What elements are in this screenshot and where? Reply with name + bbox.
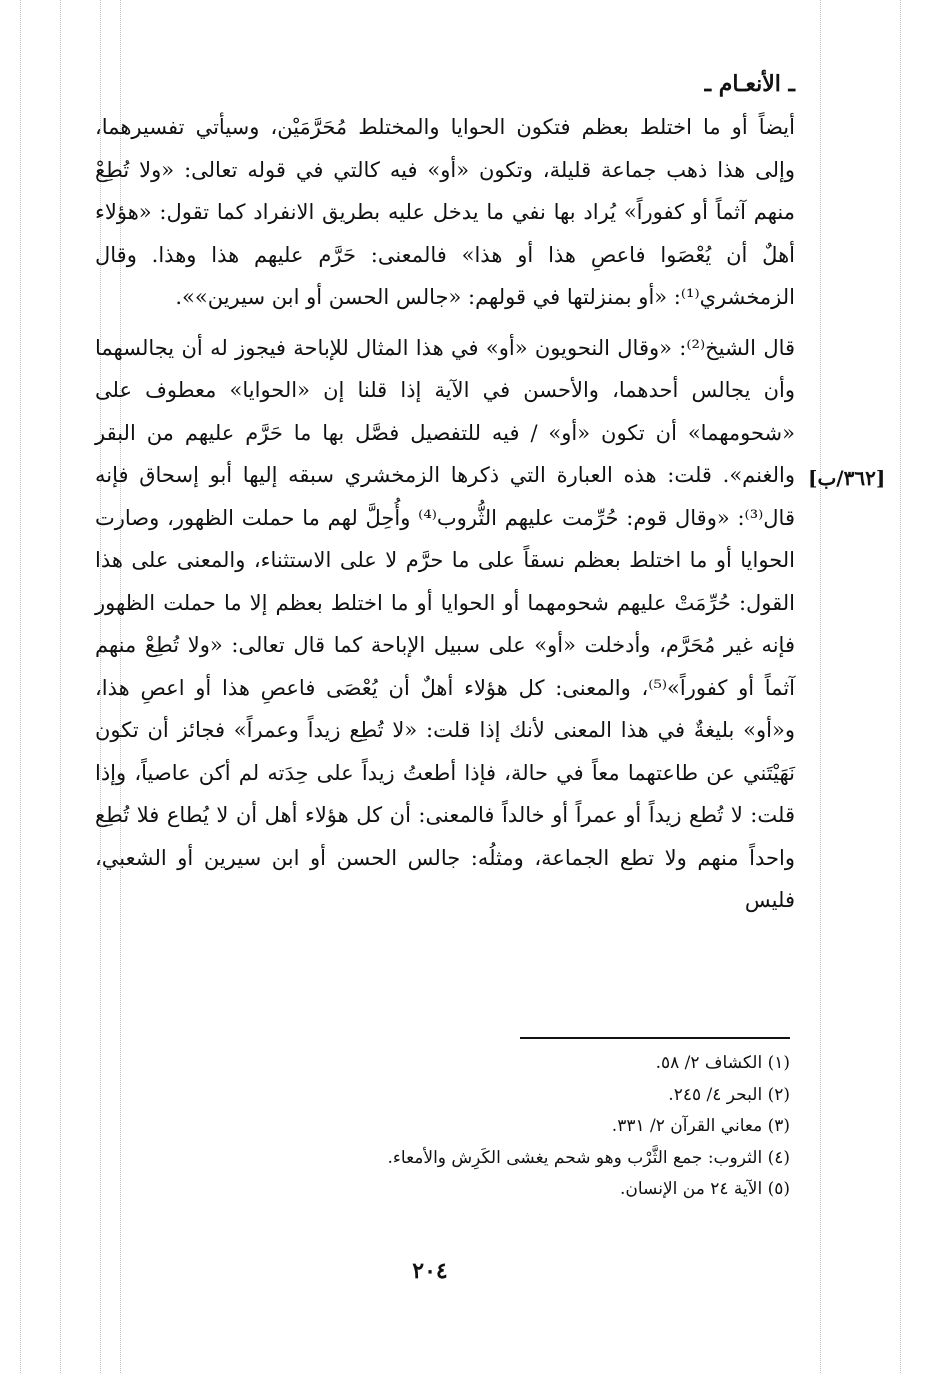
footnotes-list (250, 1048, 790, 1206)
footnote-item: (٥) الآية ٢٤ من الإنسان. (619, 1179, 790, 1199)
scan-guide-line (20, 0, 21, 1373)
body-paragraph-1: أيضاً أو ما اختلط بعظم فتكون الحوايا والمختلط مُحَرَّمَيْن، وسيأتي تفسيرهما، وإلى هذا ذهب جماعة قليلة، وتكون «أو» فيه كالتي في قوله تعالى: «ولا تُطِعْ منهم آثماً أو كفوراً» يُراد بها نفي ما يدخل عليه بطريق الانفراد كما تقول: «هؤلاء أهلٌ أن يُعْصَوا فاعصِ هذا أو هذا» فالمعنى: حَرَّم عليهم هذا وهذا. وقال الزمخشري⁽¹⁾: «أو بمنزلتها في قولهم: «جالس الحسن أو ابن سيرين»». (95, 115, 795, 309)
footnote-item: (١) الكشاف ٢/ ٥٨. (655, 1053, 790, 1073)
running-head: ـ الأنعـام ـ (704, 71, 795, 97)
footnote-item: (٢) البحر ٤/ ٢٤٥. (668, 1084, 790, 1105)
document-page (95, 64, 795, 922)
scan-guide-line (900, 0, 901, 1373)
body-paragraph-2: قال الشيخ⁽²⁾: «وقال النحويون «أو» في هذا المثال للإباحة فيجوز له أن يجالسهما وأن يجالس أحدهما، والأحسن في الآية إذا قلنا إن «الحوايا» معطوف على «شحومهما» أن تكون «أو» / فيه للتفصيل فصَّل بها ما حَرَّم عليهم من البقر والغنم». قلت: هذه العبارة التي ذكرها الزمخشري سبقه إليها أبو إسحاق فإنه قال⁽³⁾: «وقال قوم: حُرِّمت عليهم الثُّروب⁽⁴⁾ وأُحِلَّ لهم ما حملت الظهور، وصارت الحوايا أو ما اختلط بعظم نسقاً على ما حرَّم لا على الاستثناء، والمعنى على هذا القول: حُرِّمَتْ عليهم شحومهما أو الحوايا أو ما اختلط بعظم إلا ما حملت الظهور فإنه غير مُحَرَّم، وأدخلت «أو» على سبيل الإباحة كما قال تعالى: «ولا تُطِعْ منهم آثماً أو كفوراً»⁽⁵⁾، والمعنى: كل هؤلاء أهلٌ أن يُعْصَى فاعصِ هذا أو اعصِ هذا، و«أو» بليغةٌ في هذا المعنى لأنك إذا قلت: «لا تُطِع زيداً وعمراً» فجائز أن تكون نَهَيْتَني عن طاعتهما معاً في حالة، فإذا أطعتُ زيداً على حِدَته لم أكن عاصياً، وإذا قلت: لا تُطع زيداً أو عمراً أو خالداً فالمعنى: أن كل هؤلاء أهل أن لا يُطاع فلا تُطِع واحداً منهم ولا تطع الجماعة، ومثلُه: جالس الحسن أو ابن سيرين أو الشعبي، فليس (95, 335, 796, 912)
scan-guide-line (60, 0, 61, 1373)
page-number: ٢٠٤ (412, 1258, 448, 1284)
scan-guide-line (820, 0, 821, 1373)
footnote-separator (520, 1037, 790, 1039)
footnote-item: (٤) الثروب: جمع الثَّرْب وهو شحم يغشى الكَرِش والأمعاء. (387, 1147, 790, 1168)
manuscript-folio-reference: [٣٦٢/ب] (808, 466, 886, 490)
footnote-item: (٣) معاني القرآن ٢/ ٣٣١. (611, 1116, 790, 1136)
